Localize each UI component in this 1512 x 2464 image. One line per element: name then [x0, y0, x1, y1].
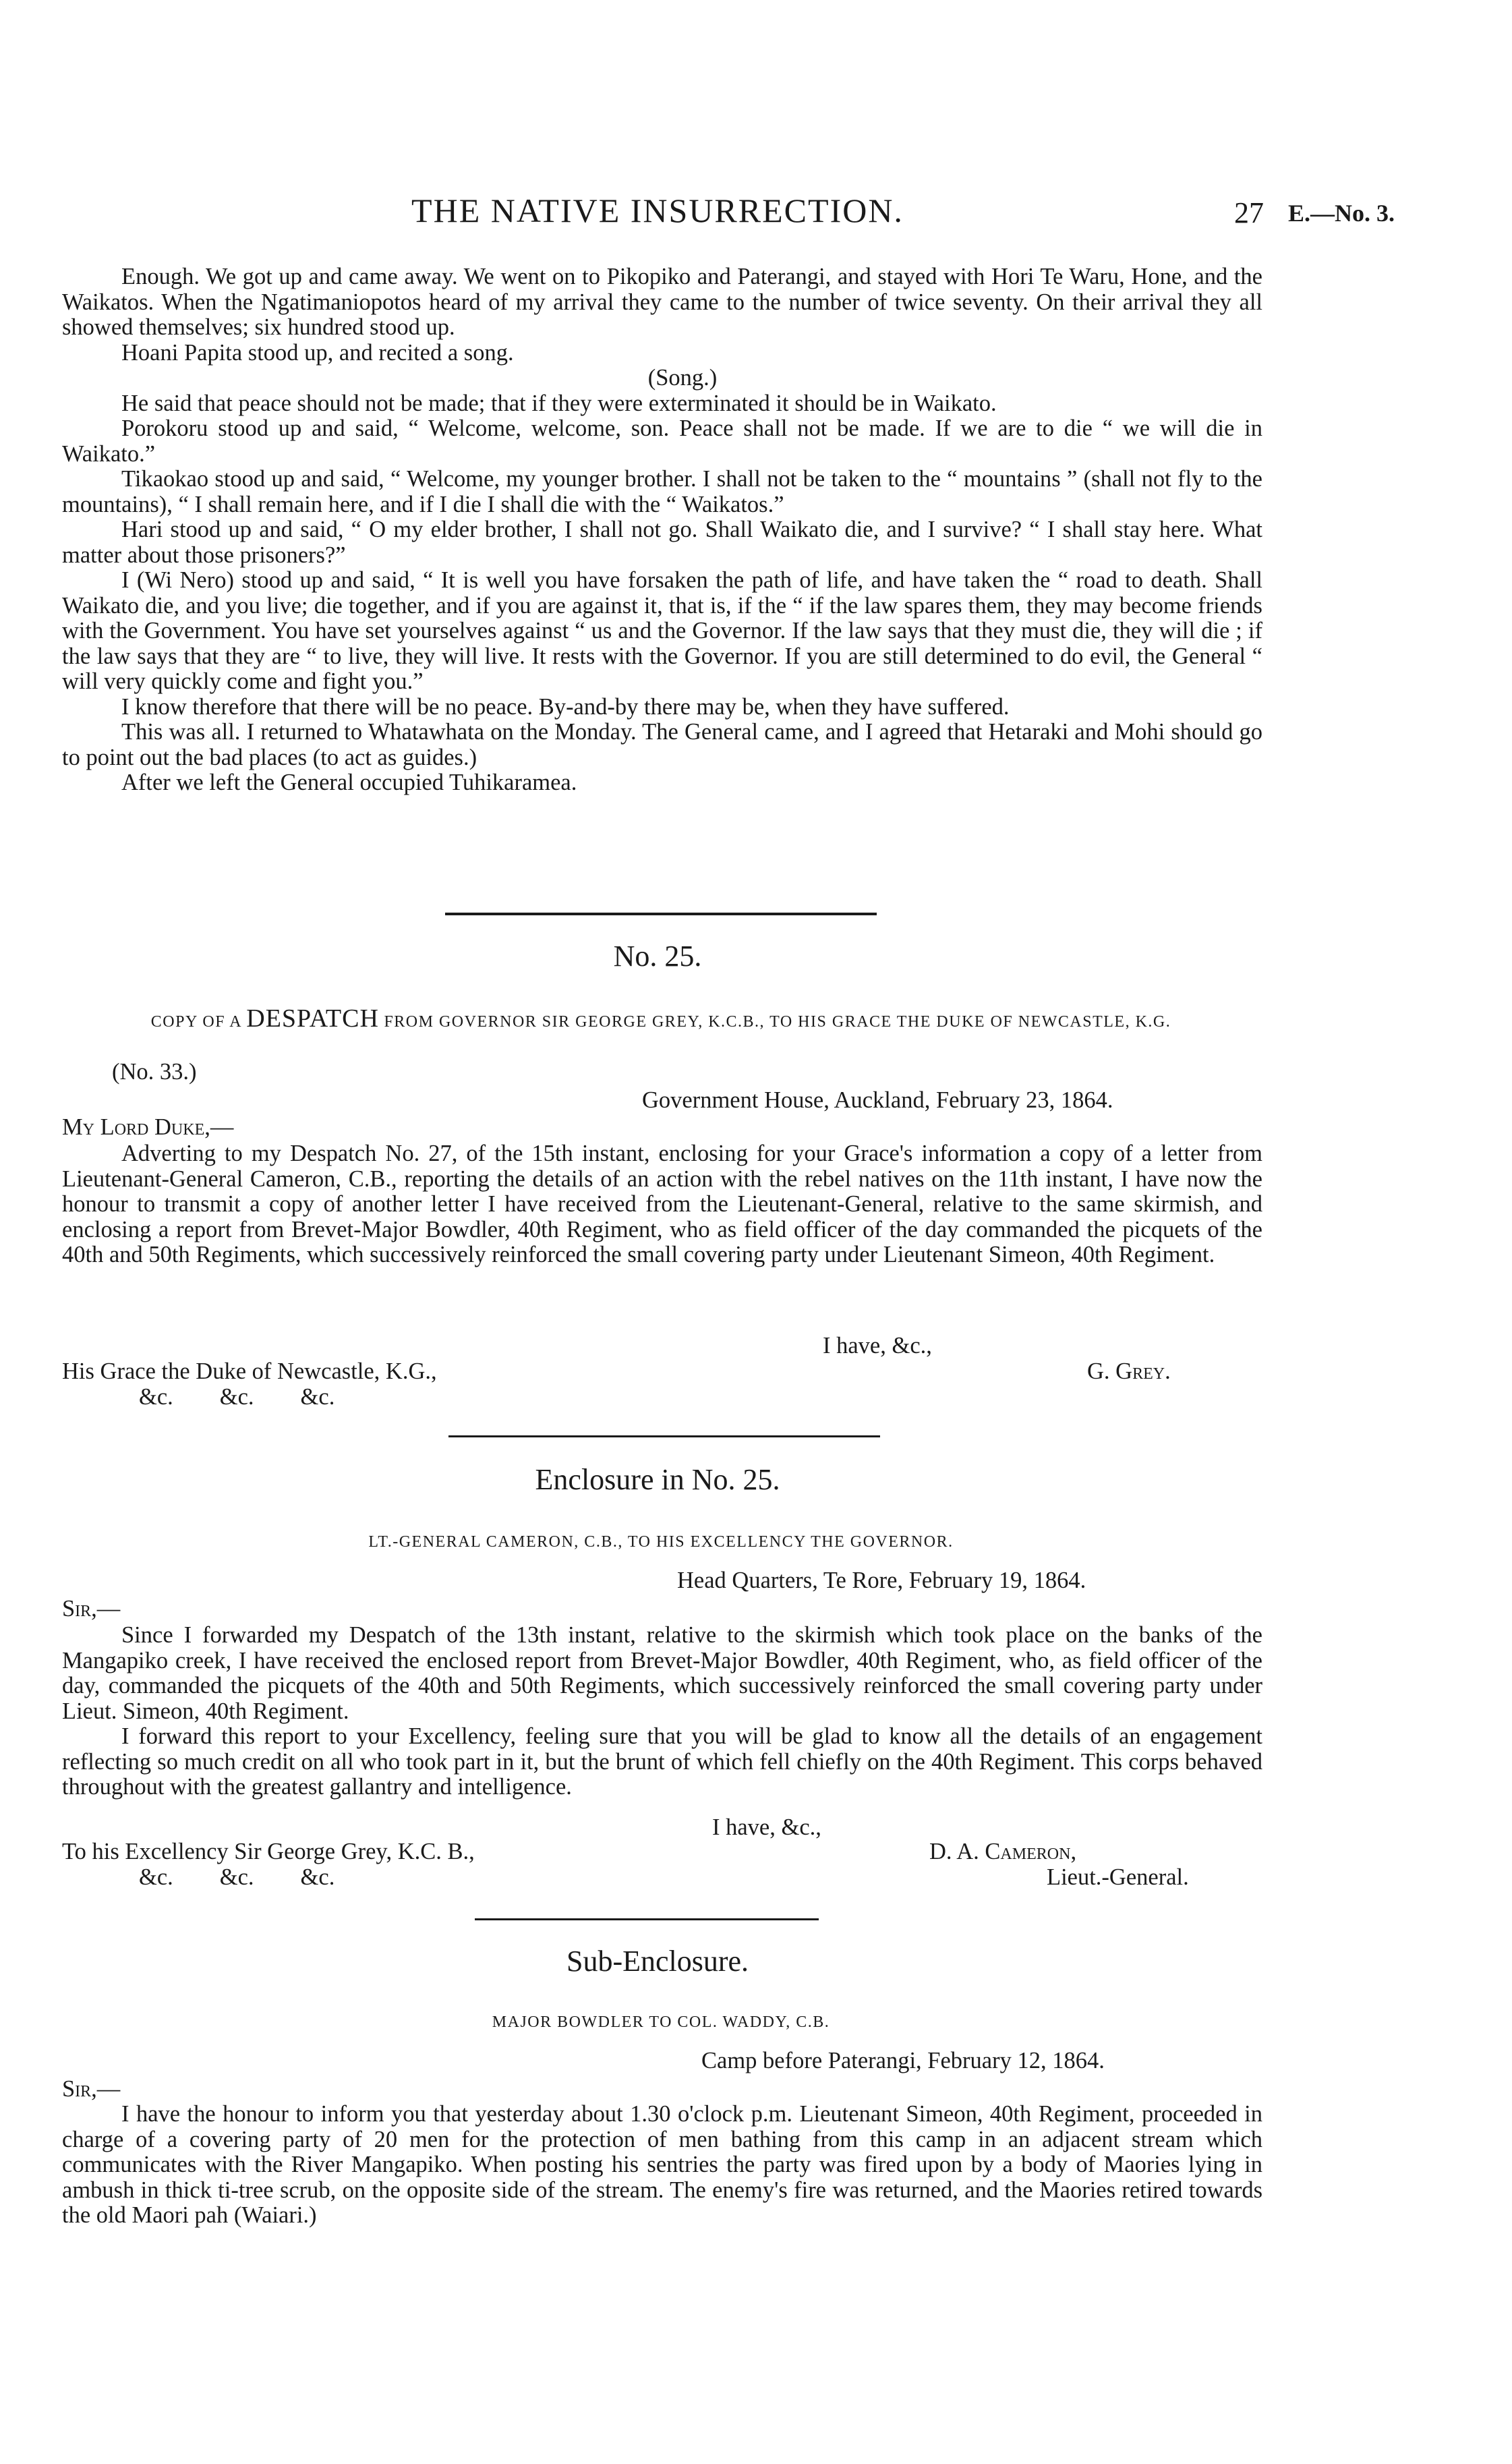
despatch-reference: (No. 33.): [112, 1059, 197, 1085]
despatch-closing: I have, &c.,: [823, 1333, 932, 1358]
section-divider: [448, 1435, 880, 1437]
enclosure-etc: &c. &c. &c.: [139, 1864, 335, 1890]
page-number: 27: [1234, 196, 1264, 229]
narrative-paragraph: Porokoru stood up and said, “ Welcome, welcome, son. Peace shall not be made. If we are to die “ we will die in Waikato.”: [62, 416, 1262, 467]
despatch-caption: [88, 1004, 1234, 1033]
enclosure-salutation: Sir,—: [62, 1596, 121, 1622]
section-divider: [445, 913, 877, 915]
narrative-section: [62, 264, 1262, 796]
enclosure-caption: LT.-GENERAL CAMERON, C.B., TO HIS EXCELLENCY THE GOVERNOR.: [368, 1533, 954, 1551]
narrative-paragraph: Hoani Papita stood up, and recited a song.: [121, 339, 514, 366]
narrative-paragraph: Hari stood up and said, “ O my elder brother, I shall not go. Shall Waikato die, and I survive? “ I shall stay here. What matter about those prisoners?”: [62, 517, 1262, 568]
caption-despatch-word: DESPATCH: [246, 1004, 379, 1033]
sub-enclosure-salutation: Sir,—: [62, 2076, 121, 2102]
caption-prefix: COPY OF A: [150, 1013, 241, 1031]
narrative-paragraph: I (Wi Nero) stood up and said, “ It is well you have forsaken the path of life, and have taken the “ road to death. Shall Waikato die, and you live; die together, and if you are against it, that is, if the “ if the law spares them, they may become friends with the Government. You have set yourselves against “ us and the Governor. If the law says that they must die, they will die ; if the law says that they are “ to live, they will live. It rests with the Governor. If you are still determined to do evil, the General “ will very quickly come and fight you.”: [62, 567, 1262, 694]
running-title: THE NATIVE INSURRECTION.: [411, 192, 904, 229]
enclosure-body: [62, 1623, 1262, 1800]
despatch-heading: No. 25.: [613, 940, 702, 973]
song-marker: (Song.): [647, 365, 718, 391]
despatch-salutation: My Lord Duke,—: [62, 1114, 234, 1140]
narrative-paragraph: Tikaokao stood up and said, “ Welcome, my younger brother. I shall not be taken to the “ mountains ” (shall not fly to the mountains), “ I shall remain here, and if I die I shall die with the “ Waikatos.”: [62, 466, 1262, 517]
narrative-paragraph: I know therefore that there will be no peace. By-and-by there may be, when they have suffered.: [121, 693, 1010, 720]
despatch-etc: &c. &c. &c.: [139, 1384, 335, 1410]
enclosure-paragraph: I forward this report to your Excellency, feeling sure that you will be glad to know all the details of an engagement reflecting so much credit on all who took part in it, but the brunt of which fell chiefly on the 40th Regiment. This corps behaved throughout with the greatest gallantry and intelligence.: [62, 1723, 1262, 1800]
sub-enclosure-dateline: Camp before Paterangi, February 12, 1864.: [701, 2048, 1105, 2073]
enclosure-rank: Lieut.-General.: [1047, 1864, 1189, 1890]
enclosure-closing: I have, &c.,: [712, 1814, 821, 1840]
enclosure-heading: Enclosure in No. 25.: [535, 1463, 780, 1496]
narrative-paragraph: After we left the General occupied Tuhikaramea.: [121, 770, 577, 795]
narrative-paragraph: Enough. We got up and came away. We went on to Pikopiko and Paterangi, and stayed with Hori Te Waru, Hone, and the Waikatos. When the Ngatimaniopotos heard of my arrival they came to the number of twice seventy. On their arrival they all showed themselves; six hundred stood up.: [62, 264, 1262, 340]
enclosure-addressee: To his Excellency Sir George Grey, K.C. B.,: [62, 1839, 475, 1864]
despatch-addressee: His Grace the Duke of Newcastle, K.G.,: [62, 1358, 437, 1384]
sub-enclosure-body: [62, 2102, 1262, 2229]
despatch-signature: G. Grey.: [1087, 1358, 1171, 1384]
sub-enclosure-heading: Sub-Enclosure.: [566, 1945, 749, 1978]
sub-enclosure-caption: MAJOR BOWDLER TO COL. WADDY, C.B.: [492, 2013, 830, 2031]
despatch-body: [62, 1141, 1262, 1268]
section-divider: [475, 1918, 819, 1920]
despatch-paragraph: Adverting to my Despatch No. 27, of the 15th instant, enclosing for your Grace's information a copy of a letter from Lieutenant-General Cameron, C.B., reporting the details of an action with the rebel natives on the 11th instant, I have now the honour to transmit a copy of another letter I have received from the Lieutenant-General, relative to the same skirmish, and enclosing a report from Brevet-Major Bowdler, 40th Regiment, who as field officer of the day commanded the picquets of the 40th and 50th Regiments, which successively reinforced the small covering party under Lieutenant Simeon, 40th Regiment.: [62, 1141, 1262, 1267]
sub-enclosure-paragraph: I have the honour to inform you that yesterday about 1.30 o'clock p.m. Lieutenant Simeon, 40th Regiment, proceeded in charge of a covering party of 20 men for the protection of men bathing from this camp in an adjacent stream which communicates with the River Mangapiko. When posting his sentries the party was fired upon by a body of Maories lying in ambush in thick ti-tree scrub, on the opposite side of the stream. The enemy's fire was returned, and the Maories retired towards the old Maori pah (Waiari.): [62, 2101, 1262, 2228]
enclosure-signature: D. A. Cameron,: [929, 1839, 1077, 1864]
enclosure-paragraph: Since I forwarded my Despatch of the 13th instant, relative to the skirmish which took place on the banks of the Mangapiko creek, I have received the enclosed report from Brevet-Major Bowdler, 40th Regiment, who, as field officer of the day, commanded the picquets of the 40th and 50th Regiments, which successively reinforced the small covering party under Lieut. Simeon, 40th Regiment.: [62, 1622, 1262, 1724]
caption-suffix: FROM GOVERNOR SIR GEORGE GREY, K.C.B., TO HIS GRACE THE DUKE OF NEWCASTLE, K.G.: [384, 1013, 1171, 1031]
narrative-paragraph: This was all. I returned to Whatawhata on the Monday. The General came, and I agreed that Hetaraki and Mohi should go to point out the bad places (to act as guides.): [62, 719, 1262, 770]
narrative-paragraph: He said that peace should not be made; that if they were exterminated it should be in Waikato.: [121, 390, 997, 416]
page-header: [0, 190, 1512, 231]
despatch-dateline: Government House, Auckland, February 23, 1864.: [642, 1087, 1113, 1113]
enclosure-dateline: Head Quarters, Te Rore, February 19, 1864.: [677, 1568, 1086, 1593]
series-reference: E.—No. 3.: [1288, 200, 1395, 227]
